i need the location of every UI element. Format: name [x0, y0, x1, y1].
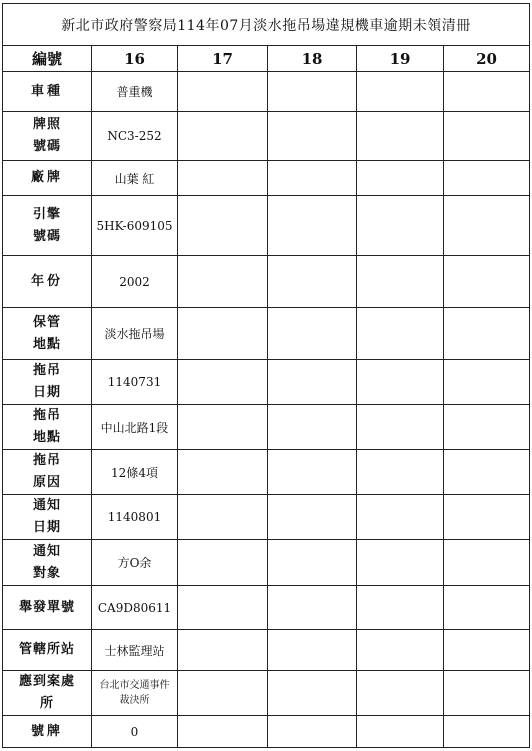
- empty-cell: [268, 540, 357, 586]
- table-row: [3, 112, 530, 161]
- empty-cell: [268, 161, 357, 196]
- table-row: [3, 256, 530, 308]
- row-value: 士林監理站: [92, 630, 178, 671]
- empty-cell: [178, 405, 268, 450]
- empty-cell: [178, 716, 268, 748]
- empty-cell: [178, 161, 268, 196]
- empty-cell: [444, 716, 530, 748]
- column-number-19: 19: [357, 46, 444, 72]
- row-label: 應到案處 所: [3, 671, 92, 716]
- empty-cell: [357, 586, 444, 630]
- empty-cell: [178, 360, 268, 405]
- row-label: 管轄所站: [3, 630, 92, 671]
- empty-cell: [178, 630, 268, 671]
- row-label: 車種: [3, 72, 92, 112]
- table-row: [3, 161, 530, 196]
- column-number-17: 17: [178, 46, 268, 72]
- column-number-16: 16: [92, 46, 178, 72]
- empty-cell: [444, 671, 530, 716]
- empty-cell: [444, 360, 530, 405]
- empty-cell: [268, 360, 357, 405]
- empty-cell: [444, 586, 530, 630]
- empty-cell: [268, 495, 357, 540]
- empty-cell: [357, 450, 444, 495]
- empty-cell: [444, 540, 530, 586]
- vehicle-list-table: [2, 3, 530, 748]
- table-row: [3, 716, 530, 748]
- empty-cell: [444, 112, 530, 161]
- row-value: 5HK-609105: [92, 196, 178, 256]
- row-label: 保管 地點: [3, 308, 92, 360]
- table-row: [3, 196, 530, 256]
- row-label: 拖吊 日期: [3, 360, 92, 405]
- row-label: 廠牌: [3, 161, 92, 196]
- empty-cell: [268, 671, 357, 716]
- empty-cell: [444, 196, 530, 256]
- empty-cell: [178, 495, 268, 540]
- table-body: [3, 72, 530, 748]
- empty-cell: [444, 405, 530, 450]
- table-row: [3, 671, 530, 716]
- empty-cell: [268, 308, 357, 360]
- empty-cell: [357, 72, 444, 112]
- title-row: [3, 4, 530, 46]
- empty-cell: [357, 495, 444, 540]
- empty-cell: [178, 540, 268, 586]
- empty-cell: [178, 586, 268, 630]
- row-value: 方O余: [92, 540, 178, 586]
- empty-cell: [178, 256, 268, 308]
- empty-cell: [178, 671, 268, 716]
- empty-cell: [357, 360, 444, 405]
- empty-cell: [444, 161, 530, 196]
- row-value: 2002: [92, 256, 178, 308]
- empty-cell: [178, 196, 268, 256]
- header-row: [3, 46, 530, 72]
- empty-cell: [357, 716, 444, 748]
- column-number-20: 20: [444, 46, 530, 72]
- empty-cell: [357, 161, 444, 196]
- row-label: 牌照 號碼: [3, 112, 92, 161]
- empty-cell: [268, 586, 357, 630]
- row-value: 中山北路1段: [92, 405, 178, 450]
- page-title: 新北市政府警察局114年07月淡水拖吊場違規機車逾期未領清冊: [3, 4, 530, 46]
- empty-cell: [268, 630, 357, 671]
- row-value: 1140731: [92, 360, 178, 405]
- table-row: [3, 450, 530, 495]
- empty-cell: [268, 112, 357, 161]
- empty-cell: [357, 196, 444, 256]
- row-label: 引擎 號碼: [3, 196, 92, 256]
- empty-cell: [268, 450, 357, 495]
- row-label: 號牌: [3, 716, 92, 748]
- row-value: 1140801: [92, 495, 178, 540]
- row-label: 拖吊 原因: [3, 450, 92, 495]
- empty-cell: [178, 112, 268, 161]
- empty-cell: [357, 112, 444, 161]
- header-label: 編號: [3, 46, 92, 72]
- empty-cell: [268, 72, 357, 112]
- row-label: 通知 日期: [3, 495, 92, 540]
- table-row: [3, 540, 530, 586]
- empty-cell: [268, 716, 357, 748]
- row-label: 拖吊 地點: [3, 405, 92, 450]
- empty-cell: [444, 495, 530, 540]
- column-number-18: 18: [268, 46, 357, 72]
- empty-cell: [178, 72, 268, 112]
- empty-cell: [444, 630, 530, 671]
- empty-cell: [444, 450, 530, 495]
- row-label: 通知 對象: [3, 540, 92, 586]
- row-value: 台北市交通事件 裁決所: [92, 671, 178, 716]
- empty-cell: [444, 256, 530, 308]
- row-value: 12條4項: [92, 450, 178, 495]
- empty-cell: [357, 630, 444, 671]
- table-row: [3, 308, 530, 360]
- table-row: [3, 360, 530, 405]
- empty-cell: [268, 256, 357, 308]
- empty-cell: [268, 405, 357, 450]
- empty-cell: [357, 405, 444, 450]
- empty-cell: [444, 308, 530, 360]
- empty-cell: [357, 308, 444, 360]
- empty-cell: [178, 450, 268, 495]
- table-row: [3, 495, 530, 540]
- row-value: CA9D80611: [92, 586, 178, 630]
- empty-cell: [268, 196, 357, 256]
- row-value: 普重機: [92, 72, 178, 112]
- row-value: NC3-252: [92, 112, 178, 161]
- row-value: 淡水拖吊場: [92, 308, 178, 360]
- row-label: 舉發單號: [3, 586, 92, 630]
- empty-cell: [357, 540, 444, 586]
- table-row: [3, 586, 530, 630]
- row-value: 0: [92, 716, 178, 748]
- row-label: 年份: [3, 256, 92, 308]
- table-row: [3, 72, 530, 112]
- empty-cell: [357, 256, 444, 308]
- table-row: [3, 405, 530, 450]
- empty-cell: [444, 72, 530, 112]
- empty-cell: [357, 671, 444, 716]
- table-row: [3, 630, 530, 671]
- empty-cell: [178, 308, 268, 360]
- row-value: 山葉 紅: [92, 161, 178, 196]
